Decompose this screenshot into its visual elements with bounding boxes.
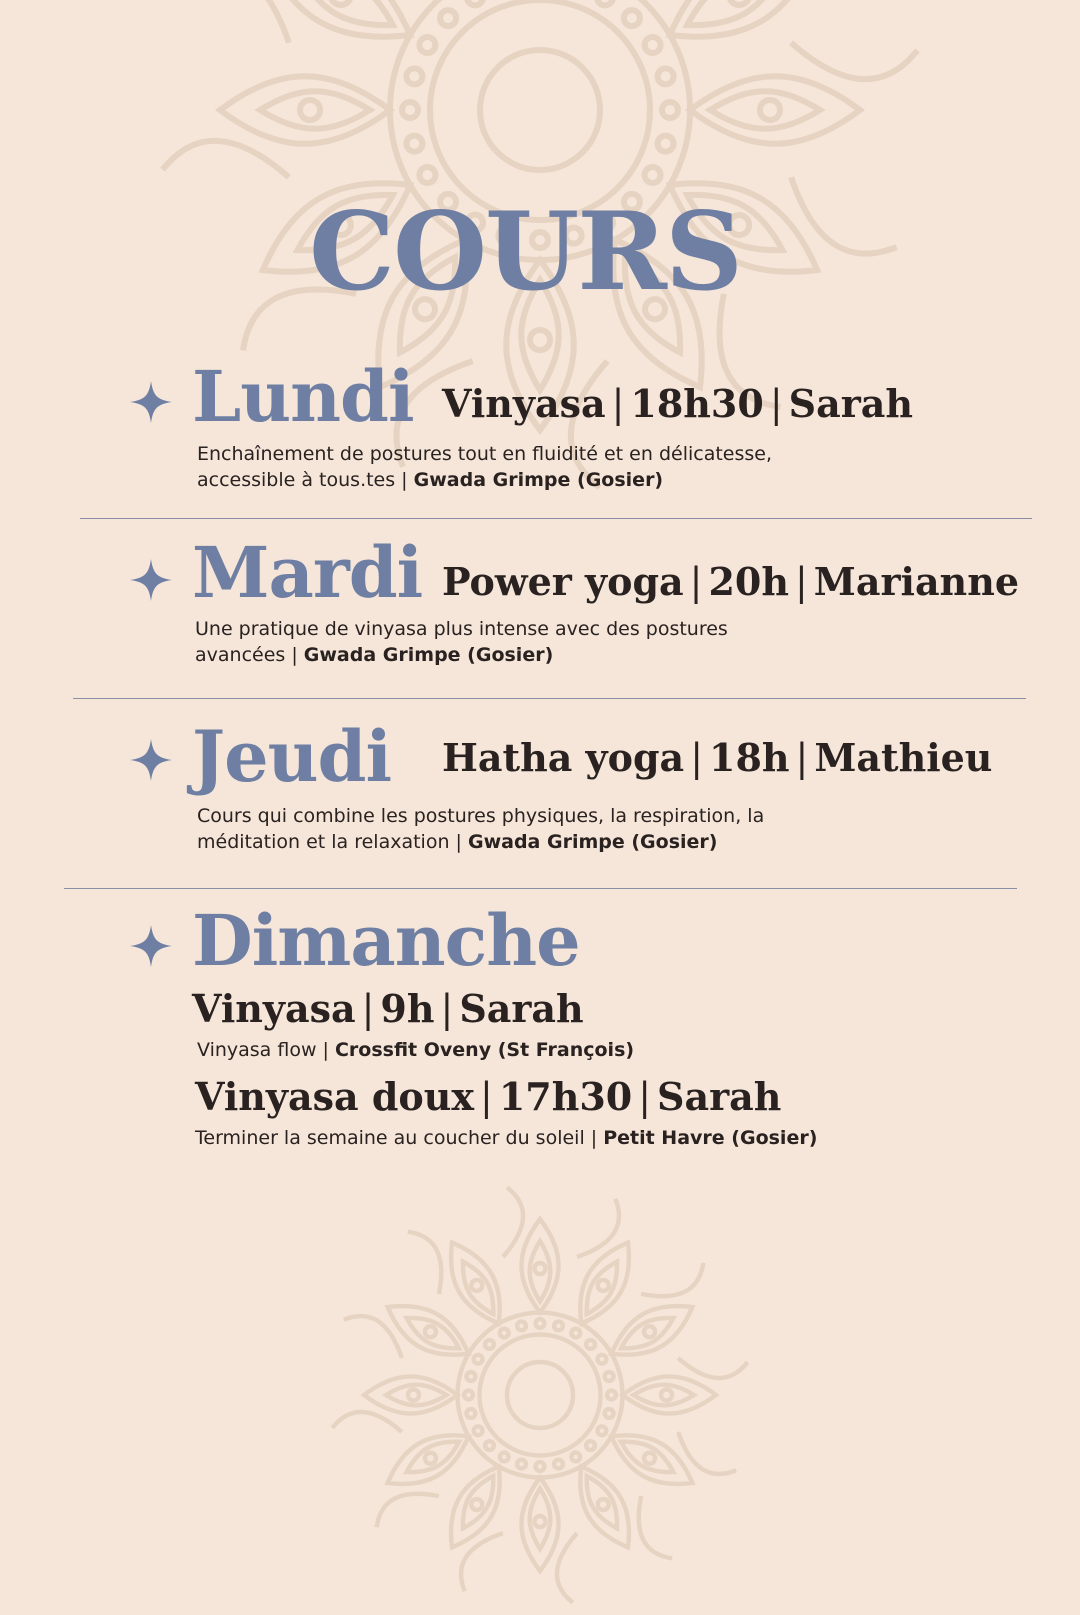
description-line: Une pratique de vinyasa plus intense avec des postures bbox=[195, 618, 728, 640]
class-name: Vinyasa bbox=[442, 381, 606, 426]
description-line: accessible à tous.tes | bbox=[197, 469, 414, 491]
class-location: Petit Havre (Gosier) bbox=[603, 1127, 818, 1149]
divider bbox=[73, 698, 1026, 699]
class-line-lundi bbox=[442, 381, 913, 426]
class-location: Gwada Grimpe (Gosier) bbox=[413, 469, 664, 491]
mandala-decoration-bottom bbox=[320, 1175, 760, 1615]
class-line-dimanche-2 bbox=[195, 1074, 782, 1119]
class-line-dimanche-1 bbox=[192, 986, 584, 1031]
class-teacher: Mathieu bbox=[814, 735, 993, 780]
divider bbox=[80, 518, 1032, 519]
class-location: Gwada Grimpe (Gosier) bbox=[467, 831, 718, 853]
separator: | bbox=[689, 560, 703, 604]
class-teacher: Sarah bbox=[788, 381, 913, 426]
separator: | bbox=[638, 1075, 652, 1119]
divider bbox=[64, 888, 1017, 889]
separator: | bbox=[690, 736, 703, 780]
separator: | bbox=[480, 1075, 493, 1119]
day-heading-jeudi: Jeudi bbox=[192, 715, 392, 798]
separator: | bbox=[440, 987, 454, 1031]
class-description-lundi bbox=[197, 441, 772, 493]
class-time: 9h bbox=[380, 986, 435, 1031]
four-point-star-icon bbox=[130, 739, 172, 781]
description-line: Cours qui combine les postures physiques, la respiration, la bbox=[197, 805, 765, 827]
description-line: avancées | bbox=[195, 644, 304, 666]
class-time: 20h bbox=[708, 559, 789, 604]
four-point-star-icon bbox=[130, 925, 172, 967]
class-line-jeudi bbox=[442, 735, 993, 780]
class-teacher: Sarah bbox=[657, 1074, 782, 1119]
separator: | bbox=[611, 382, 625, 426]
class-description-mardi bbox=[195, 616, 728, 668]
four-point-star-icon bbox=[130, 381, 172, 423]
page-title: COURS bbox=[309, 189, 741, 315]
four-point-star-icon bbox=[130, 559, 172, 601]
class-name: Hatha yoga bbox=[442, 735, 685, 780]
separator: | bbox=[769, 382, 783, 426]
separator: | bbox=[794, 560, 808, 604]
class-line-mardi bbox=[442, 559, 1019, 604]
class-name: Vinyasa bbox=[192, 986, 356, 1031]
class-location: Crossfit Oveny (St François) bbox=[334, 1039, 635, 1061]
class-location: Gwada Grimpe (Gosier) bbox=[303, 644, 554, 666]
class-time: 18h30 bbox=[630, 381, 764, 426]
separator: | bbox=[361, 987, 375, 1031]
class-description-dimanche-1 bbox=[197, 1037, 634, 1063]
separator: | bbox=[795, 736, 809, 780]
class-description-dimanche-2 bbox=[195, 1125, 817, 1151]
day-heading-lundi: Lundi bbox=[192, 355, 414, 438]
description-line: Vinyasa flow | bbox=[197, 1039, 335, 1061]
class-name: Vinyasa doux bbox=[195, 1074, 475, 1119]
description-line: Enchaînement de postures tout en fluidité et en délicatesse, bbox=[197, 443, 773, 465]
class-time: 17h30 bbox=[498, 1074, 633, 1119]
class-name: Power yoga bbox=[442, 559, 684, 604]
day-heading-mardi: Mardi bbox=[192, 531, 423, 614]
class-description-jeudi bbox=[197, 803, 764, 855]
class-teacher: Marianne bbox=[813, 559, 1019, 604]
class-teacher: Sarah bbox=[459, 986, 584, 1031]
description-line: méditation et la relaxation | bbox=[197, 831, 468, 853]
class-time: 18h bbox=[709, 735, 790, 780]
day-heading-dimanche: Dimanche bbox=[192, 899, 580, 982]
description-line: Terminer la semaine au coucher du soleil | bbox=[195, 1127, 604, 1149]
